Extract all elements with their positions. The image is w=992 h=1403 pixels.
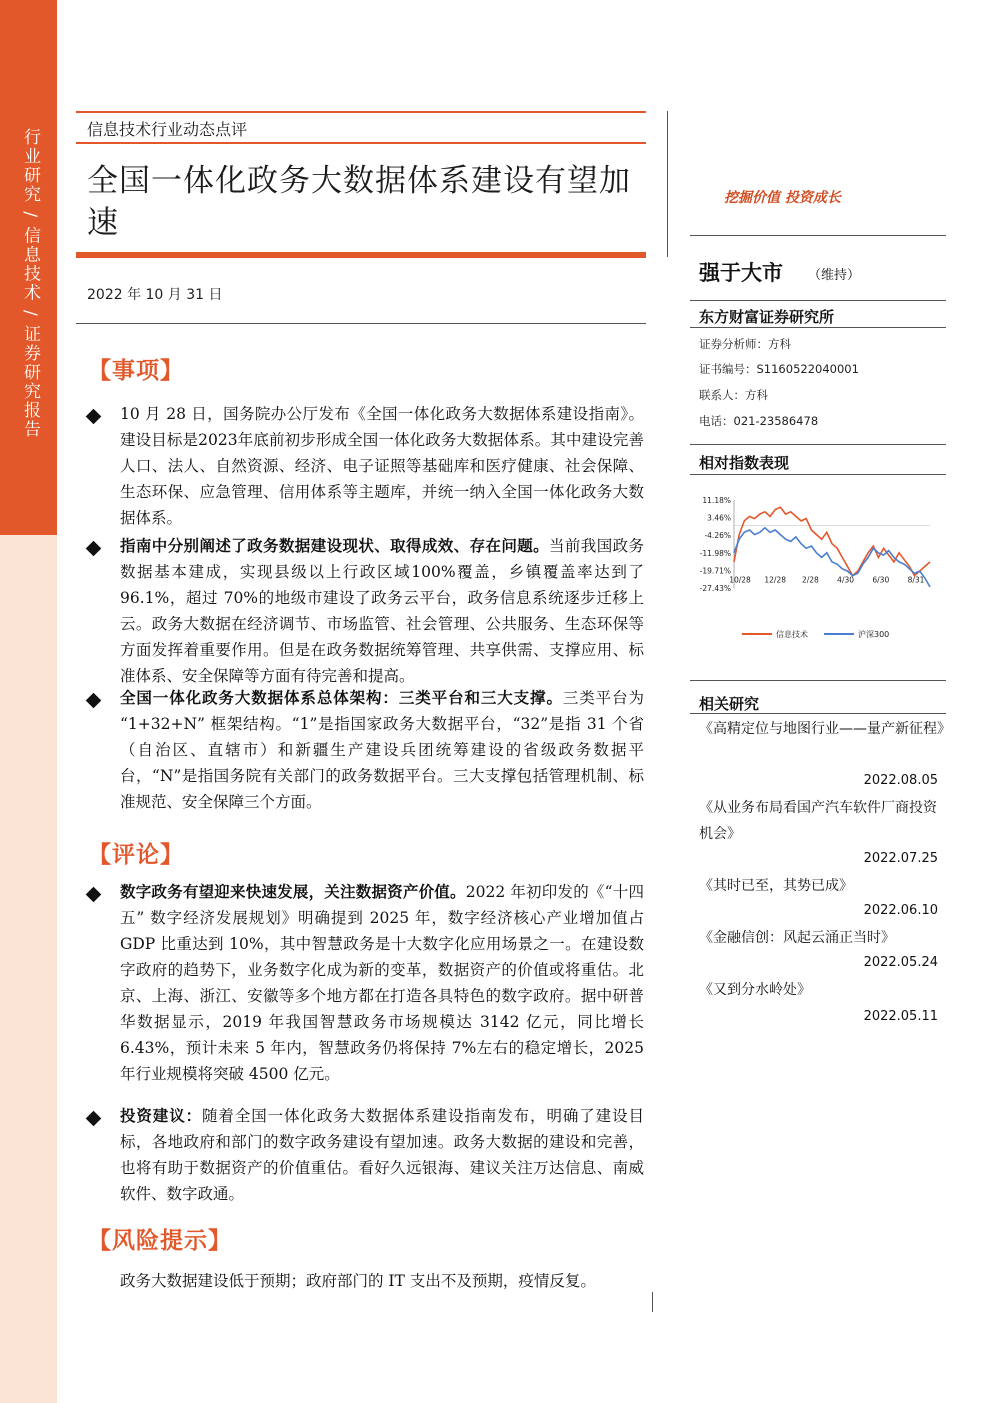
related-head: 相关研究 [699,695,760,713]
rating: 强于大市 [699,261,783,285]
x-tick-label: 12/28 [764,575,787,585]
legend-label: 沪深300 [858,630,890,639]
legend-label: 信息技术 [776,630,808,639]
relative-index-chart [690,490,946,650]
phone: 电话：021-23586478 [699,414,819,428]
y-tick-label: -27.43% [699,584,731,593]
comment-text: 2022 年初印发的《“十四五” 数字经济发展规划》明确提到 2025 年，数字经济核心产业增加值占 GDP 比重达到 10%，其中智慧政务是十大数字化应用场景之一。在建设数字政府的趋势下，业务数字化成为新的变革，数据资产的价值或将重估。北京、上海、浙江、安徽等多个地方都在打造各具特色的数字政府。据中研普华数据显示，2019 年我国智慧政务市场规模达 3142 亿元，同比增长 6.43%，预计未来 5 年内，智慧政务仍将保持 7%左右的稳定增长，2025 年行业规模将突破 4500 亿元。 [120,883,644,1083]
item-text: 当前我国政务数据基本建成，实现县级以上行政区域100%覆盖，乡镇覆盖率达到了96.1%，超过 70%的地级市建设了政务云平台，政务信息系统逐步迁移上云。政务大数据在经济调节、市场监管、社会管理、公共服务、生态环保等方面发挥着重要作用。但是在政务数据统筹管理、共享供需、支撑应用、标准体系、安全保障等方面有待完善和提高。 [120,537,644,685]
x-tick-label: 6/30 [872,575,890,585]
x-tick-label: 10/28 [729,575,751,585]
series-line [734,507,930,575]
perf-head: 相对指数表现 [699,454,790,472]
y-tick-label: 3.46% [707,513,731,523]
item-bold: 指南中分别阐述了政务数据建设现状、取得成效、存在问题。 [120,536,550,555]
right-rule [690,444,946,445]
right-rule [690,713,946,714]
item-text: 三类平台为 “1+32+N” 框架结构。“1”是指国家政务大数据平台，“32”是指 31 个省（自治区、直辖市）和新疆生产建设兵团统筹建设的省级政务数据平台，“N”是指国务院有关部门的政务数据平台。三大支撑包括管理机制、标准规范、安全保障三个方面。 [120,689,644,811]
section-head-items: 【事项】 [88,358,184,384]
related-title[interactable]: 《从业务布局看国产汽车软件厂商投资机会》 [699,800,937,842]
item-bold: 全国一体化政务大数据体系总体架构：三类平台和三大支撑。 [120,688,563,707]
related-title[interactable]: 《高精定位与地图行业——量产新征程》 [699,721,951,737]
report-date: 2022 年 10 月 31 日 [87,287,223,303]
related-date: 2022.07.25 [863,851,938,866]
right-rule [690,680,946,681]
comment-bold: 数字政务有望迎来快速发展，关注数据资产价值。 [120,882,466,901]
related-date: 2022.05.11 [863,1009,938,1024]
title-thick-rule [76,252,646,258]
related-date: 2022.06.10 [863,903,938,918]
x-tick-label: 8/31 [907,575,925,585]
related-title[interactable]: 《金融信创：风起云涌正当时》 [699,930,895,946]
rating-sub: （维持） [808,268,861,283]
comment-paragraph-2 [120,1103,644,1207]
cert-number: 证书编号：S1160522040001 [699,362,859,376]
right-rule [690,235,946,236]
x-tick-label: 2/28 [801,575,819,585]
y-tick-label: -19.71% [699,566,731,576]
related-date: 2022.05.24 [863,955,938,970]
related-title[interactable]: 《其时已至，其势已成》 [699,878,853,894]
sidebar-light-band [0,535,57,1403]
institute-name: 东方财富证券研究所 [699,308,835,326]
right-rule [690,474,946,475]
comment-text: 随着全国一体化政务大数据体系建设指南发布，明确了建设目标，各地政府和部门的数字政务建设有望加速。政务大数据的建设和完善，也将有助于数据资产的价值重估。看好久远银海、建议关注万达信息、南威软件、数字政通。 [120,1107,644,1203]
sidebar-text: 行业研究 / 信息技术 / 证券研究报告 [20,128,40,440]
item-paragraph-2 [120,533,644,689]
comment-bold: 投资建议： [120,1106,203,1125]
column-divider [667,111,668,257]
doc-type: 信息技术行业动态点评 [87,120,248,139]
section-head-comment: 【评论】 [88,842,184,868]
page-title: 全国一体化政务大数据体系建设有望加速 [87,163,631,241]
analyst: 证券分析师：方科 [699,337,791,351]
right-rule [690,327,946,328]
related-title[interactable]: 《又到分水岭处》 [699,982,811,998]
comment-paragraph-1 [120,879,644,1087]
header-top-rule [76,111,646,113]
x-tick-label: 4/30 [837,575,855,585]
date-divider [76,323,646,324]
item-paragraph-3 [120,685,644,815]
y-tick-label: -11.98% [699,548,731,558]
risk-text: 政务大数据建设低于预期；政府部门的 IT 支出不及预期，疫情反复。 [120,1272,596,1290]
bottom-divider [652,1292,653,1312]
related-date: 2022.08.05 [863,773,938,788]
y-tick-label: 11.18% [702,496,731,505]
item-text: 10 月 28 日，国务院办公厅发布《全国一体化政务大数据体系建设指南》。建设目标是2023年底前初步形成全国一体化政务大数据体系。其中建设完善人口、法人、自然资源、经济、电子证照等基础库和医疗健康、社会保障、生态环保、应急管理、信用体系等主题库，并统一纳入全国一体化政务大数据体系。 [120,405,644,527]
y-tick-label: -4.26% [704,531,731,541]
right-rule [690,300,946,301]
section-head-risk: 【风险提示】 [88,1228,232,1254]
header-mid-rule [76,142,646,144]
sidebar [0,0,57,1403]
item-paragraph-1 [120,401,644,531]
slogan: 挖掘价值 投资成长 [724,190,841,206]
contact: 联系人：方科 [699,388,768,402]
